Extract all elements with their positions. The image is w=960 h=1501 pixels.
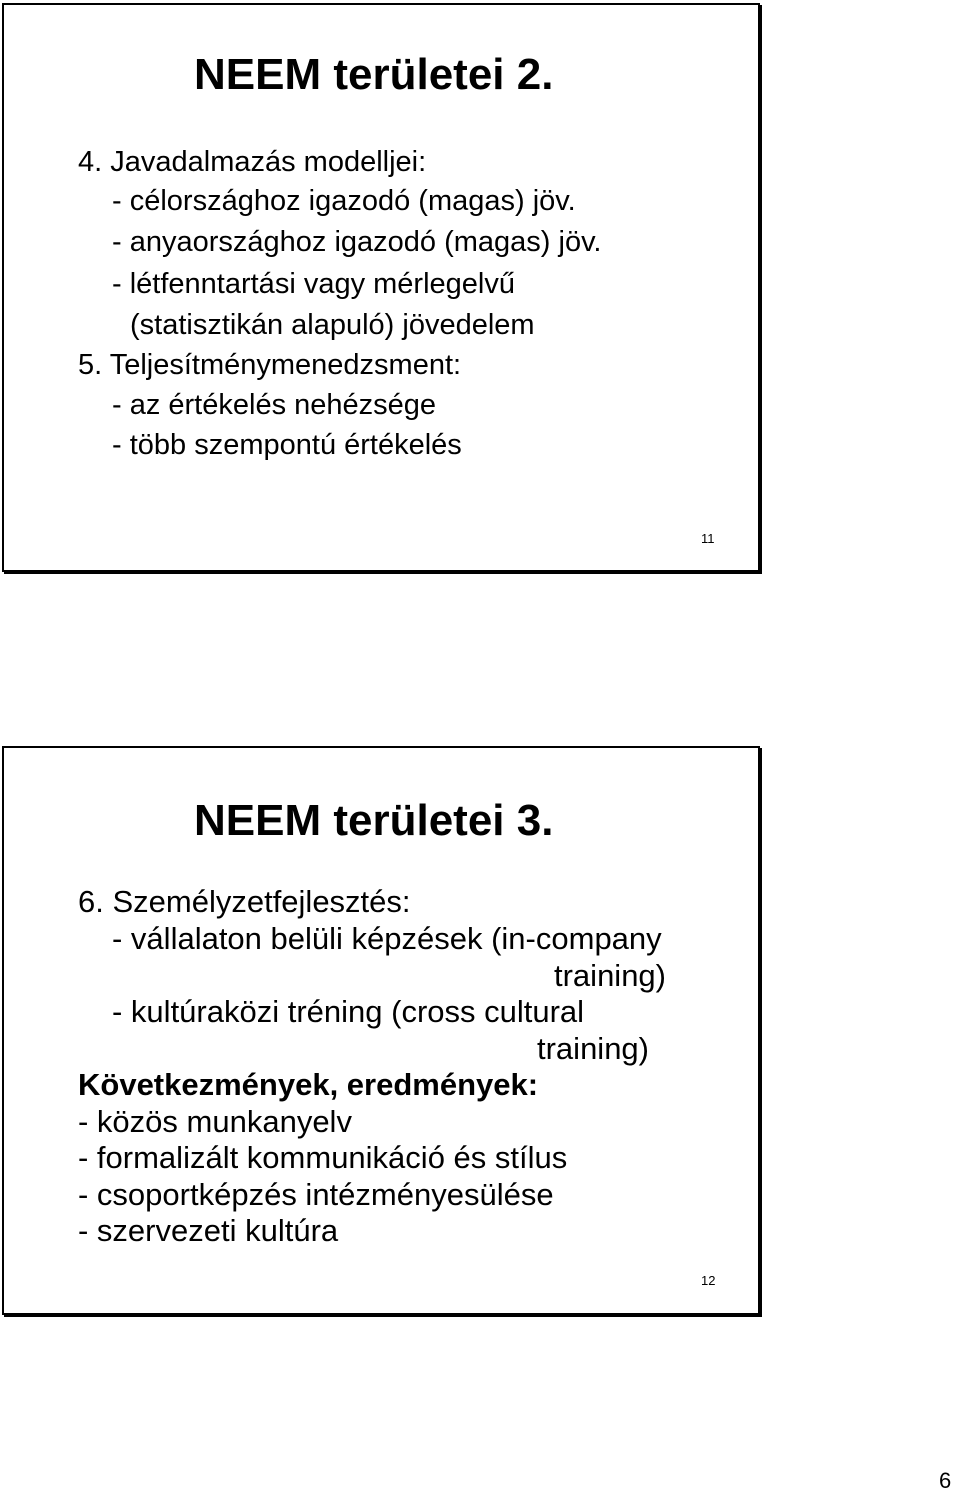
slide-number: 11	[701, 531, 715, 546]
list-item: - anyaországhoz igazodó (magas) jöv.	[112, 226, 602, 258]
slide-title: NEEM területei 2.	[194, 50, 554, 99]
list-item-heading: 4. Javadalmazás modelljei:	[78, 146, 427, 178]
list-item: - több szempontú értékelés	[112, 429, 462, 461]
section-heading: Következmények, eredmények:	[78, 1067, 539, 1102]
list-item: - vállalaton belüli képzések (in-company	[112, 921, 662, 956]
list-item: - az értékelés nehézsége	[112, 389, 437, 421]
list-item: - formalizált kommunikáció és stílus	[78, 1140, 568, 1175]
list-item-continuation: training)	[554, 958, 666, 993]
list-item: - célországhoz igazodó (magas) jöv.	[112, 185, 576, 217]
list-item-heading: 5. Teljesítménymenedzsment:	[78, 349, 462, 381]
page-number: 6	[939, 1468, 952, 1493]
list-item-heading: 6. Személyzetfejlesztés:	[78, 884, 411, 919]
slide-title: NEEM területei 3.	[194, 796, 554, 845]
list-item: - csoportképzés intézményesülése	[78, 1177, 554, 1212]
slide-11	[2, 3, 760, 572]
list-item: - közös munkanyelv	[78, 1104, 352, 1139]
slide-number: 12	[701, 1273, 716, 1288]
list-item: - szervezeti kultúra	[78, 1213, 339, 1248]
list-item-continuation: (statisztikán alapuló) jövedelem	[130, 309, 535, 341]
list-item: - létfenntartási vagy mérlegelvű	[112, 268, 515, 300]
list-item: - kultúraközi tréning (cross cultural	[112, 994, 585, 1029]
list-item-continuation: training)	[537, 1031, 649, 1066]
slide-12	[2, 746, 760, 1315]
